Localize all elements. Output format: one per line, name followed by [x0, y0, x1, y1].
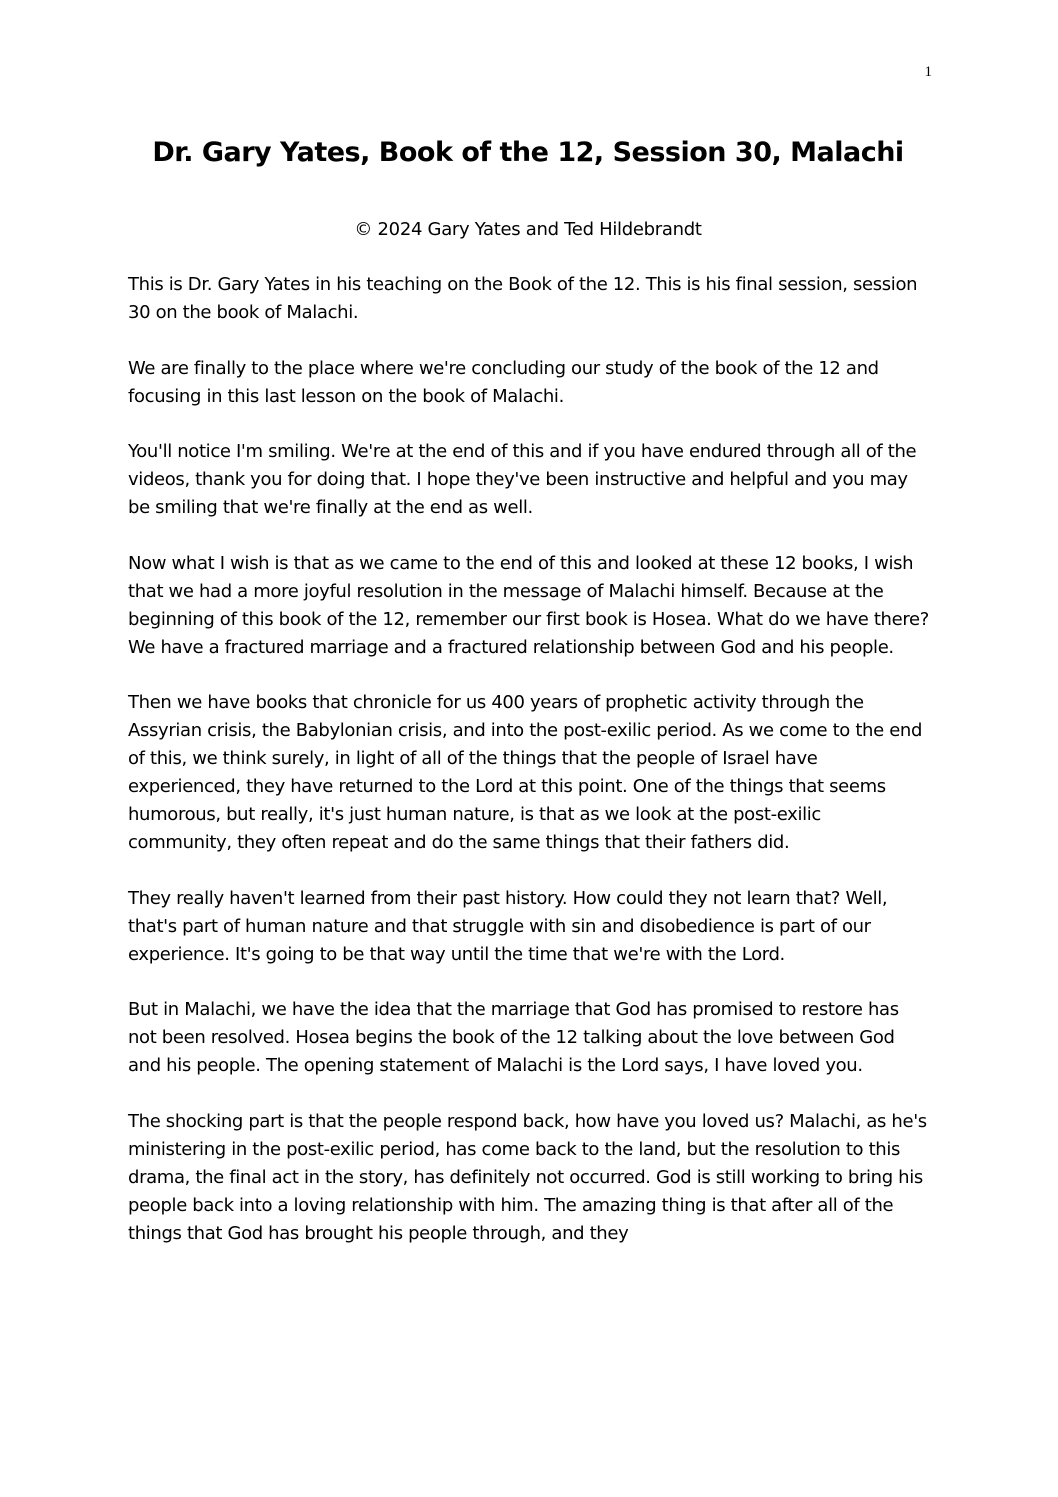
document-title: Dr. Gary Yates, Book of the 12, Session 30, Malachi	[152, 137, 904, 168]
paragraph: Now what I wish is that as we came to the end of this and looked at these 12 books, I wish that we had a more joyful resolution in the message of Malachi himself. Because at the beginning of this book of the 12, remember our first book is Hosea. What do we have there? We have a fractured marriage and a fractured relationship between God and his people.	[128, 552, 929, 658]
page-number: 1	[924, 64, 932, 80]
paragraph: Then we have books that chronicle for us 400 years of prophetic activity through the Assyrian crisis, the Babylonian crisis, and into the post-exilic period. As we come to the end of this, we think surely, in light of all of the things that the people of Israel have experienced, they have returned to the Lord at this point. One of the things that seems humorous, but really, it's just human nature, is that as we look at the post-exilic community, they often repeat and do the same things that their fathers did.	[128, 692, 923, 853]
paragraph: We are finally to the place where we're concluding our study of the book of the 12 and focusing in this last lesson on the book of Malachi.	[128, 357, 879, 407]
paragraph: This is Dr. Gary Yates in his teaching on the Book of the 12. This is his final session, session 30 on the book of Malachi.	[128, 274, 918, 323]
paragraph: The shocking part is that the people respond back, how have you loved us? Malachi, as he's ministering in the post-exilic period, has come back to the land, but the resolution to this drama, the final act in the story, has definitely not occurred. God is still working to bring his people back into a loving relationship with him. The amazing thing is that after all of the things that God has brought his people through, and they	[128, 1110, 927, 1244]
paragraph: But in Malachi, we have the idea that the marriage that God has promised to restore has not been resolved. Hosea begins the book of the 12 talking about the love between God and his people. The opening statement of Malachi is the Lord says, I have loved you.	[128, 999, 899, 1076]
paragraph: They really haven't learned from their past history. How could they not learn that? Well, that's part of human nature and that struggle with sin and disobedience is part of our experience. It's going to be that way until the time that we're with the Lord.	[128, 887, 888, 965]
copyright-line: © 2024 Gary Yates and Ted Hildebrandt	[354, 219, 702, 240]
paragraph: You'll notice I'm smiling. We're at the end of this and if you have endured through all of the videos, thank you for doing that. I hope they've been instructive and helpful and you may be smiling that we're finally at the end as well.	[128, 441, 917, 518]
document-body	[128, 271, 930, 1275]
